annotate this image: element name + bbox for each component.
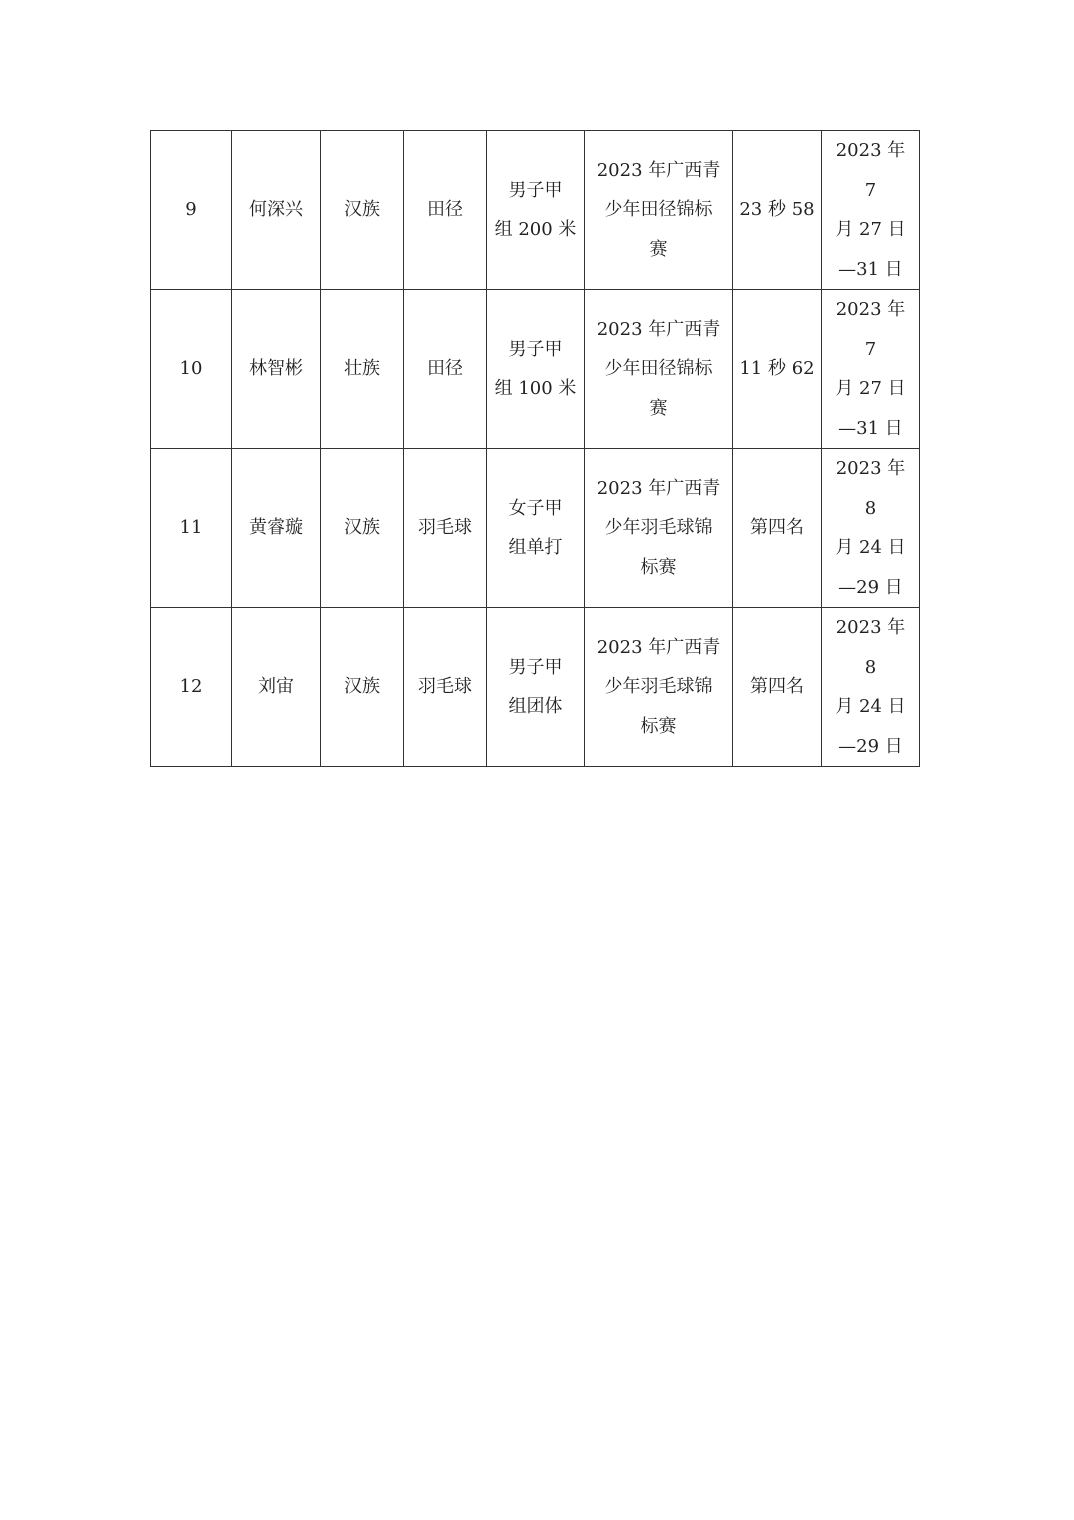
table-row — [151, 449, 920, 608]
cell-sport: 田径 — [404, 131, 487, 290]
cell-no: 10 — [151, 290, 232, 449]
cell-sport: 田径 — [404, 290, 487, 449]
table-row — [151, 131, 920, 290]
cell-name: 刘宙 — [232, 608, 321, 767]
cell-no: 9 — [151, 131, 232, 290]
cell-date: 2023 年 7 月 27 日 —31 日 — [822, 290, 920, 449]
cell-result: 第四名 — [733, 608, 822, 767]
cell-competition: 2023 年广西青 少年羽毛球锦 标赛 — [585, 449, 733, 608]
cell-sport: 羽毛球 — [404, 608, 487, 767]
cell-name: 林智彬 — [232, 290, 321, 449]
cell-date: 2023 年 8 月 24 日 —29 日 — [822, 449, 920, 608]
cell-event: 男子甲 组团体 — [487, 608, 585, 767]
cell-competition: 2023 年广西青 少年田径锦标 赛 — [585, 290, 733, 449]
cell-event: 男子甲 组 100 米 — [487, 290, 585, 449]
cell-event: 女子甲 组单打 — [487, 449, 585, 608]
cell-date: 2023 年 8 月 24 日 —29 日 — [822, 608, 920, 767]
cell-event: 男子甲 组 200 米 — [487, 131, 585, 290]
cell-date: 2023 年 7 月 27 日 —31 日 — [822, 131, 920, 290]
table-row — [151, 290, 920, 449]
cell-no: 11 — [151, 449, 232, 608]
cell-no: 12 — [151, 608, 232, 767]
cell-name: 黄睿璇 — [232, 449, 321, 608]
cell-name: 何深兴 — [232, 131, 321, 290]
cell-sport: 羽毛球 — [404, 449, 487, 608]
cell-result: 11 秒 62 — [733, 290, 822, 449]
cell-ethnicity: 壮族 — [321, 290, 404, 449]
cell-result: 第四名 — [733, 449, 822, 608]
cell-competition: 2023 年广西青 少年羽毛球锦 标赛 — [585, 608, 733, 767]
cell-ethnicity: 汉族 — [321, 608, 404, 767]
table-row — [151, 608, 920, 767]
cell-ethnicity: 汉族 — [321, 449, 404, 608]
cell-competition: 2023 年广西青 少年田径锦标 赛 — [585, 131, 733, 290]
cell-ethnicity: 汉族 — [321, 131, 404, 290]
results-table — [150, 130, 920, 767]
cell-result: 23 秒 58 — [733, 131, 822, 290]
